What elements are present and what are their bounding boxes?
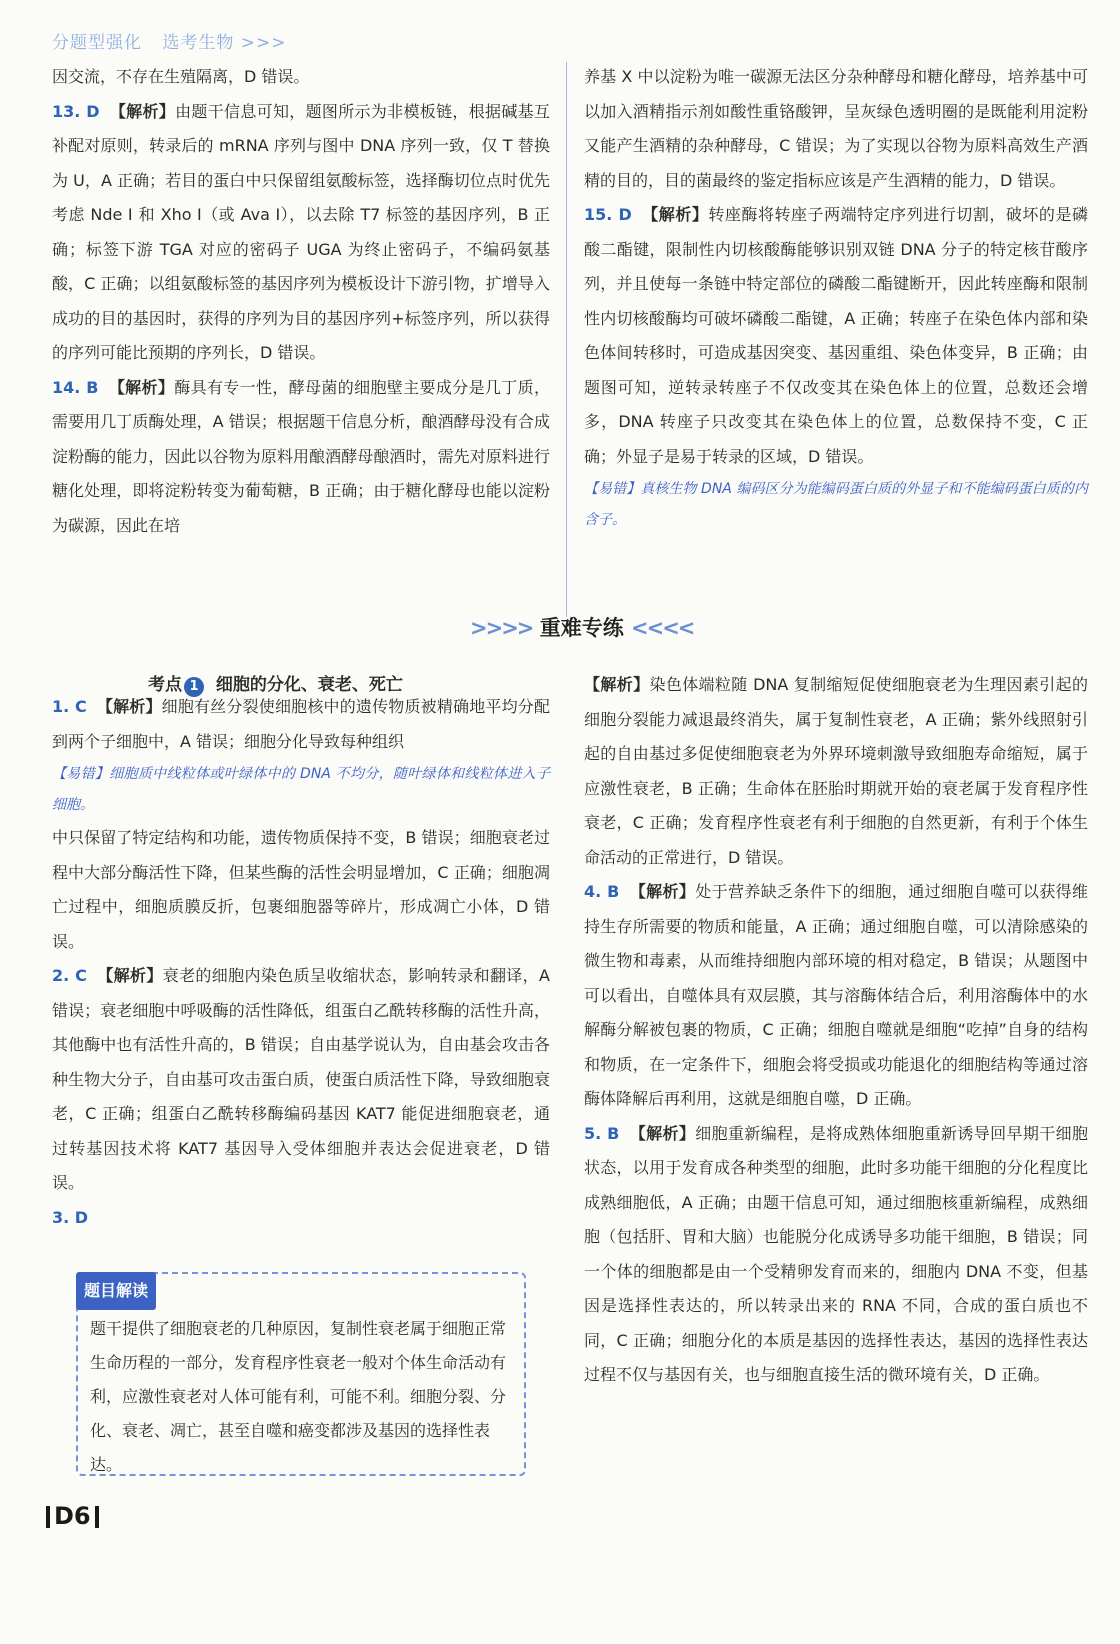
question-5 — [584, 1117, 1088, 1393]
topic-label: 考点 — [148, 675, 182, 695]
question-1 — [52, 690, 550, 759]
answer-text: 细胞有丝分裂使细胞核中的遗传物质被精确地平均分配到两个子细胞中，A 错误；细胞分化导致每种组织 — [52, 697, 550, 751]
footer-bar-right — [95, 1506, 99, 1528]
page-footer — [42, 1502, 103, 1530]
question-2 — [52, 959, 550, 1201]
analysis-tag: 【解析】 — [96, 966, 163, 985]
analysis-tag: 【解析】 — [109, 101, 176, 121]
question-number: 13. D — [52, 101, 100, 121]
answer-text: 处于营养缺乏条件下的细胞，通过细胞自噬可以获得维持生存所需要的物质和能量，A 正确；通过细胞自噬，可以清除感染的微生物和毒素，从而维持细胞内部环境的相对稳定，B 错误；从题图中可以看出，自噬体具有双层膜，其与溶酶体结合后，利用溶酶体中的水解酶分解被包裹的物质，C 正确；细胞自噬就是细胞“吃掉”自身的结构和物质，在一定条件下，细胞会将受损或功能退化的细胞结构等通过溶酶体降解后再利用，这就是细胞自噬，D 正确。 — [584, 882, 1088, 1108]
answer-text: 衰老的细胞内染色质呈收缩状态，影响转录和翻译，A 错误；衰老细胞中呼吸酶的活性降低，组蛋白乙酰转移酶的活性升高，其他酶中也有活性升高的，B 错误；自由基学说认为，自由基会攻击各种生物大分子，自由基可攻击蛋白质，使蛋白质活性下降，导致细胞衰老，C 正确；组蛋白乙酰转移酶编码基因 KAT7 能促进细胞衰老，通过转基因技术将 KAT7 基因导入受体细胞并表达会促进衰老，D 错误。 — [52, 966, 550, 1192]
topic-number: 1 — [184, 677, 204, 697]
section-heading: 重难专练 — [539, 616, 624, 640]
interpretation-box — [76, 1272, 526, 1476]
arrows-left-icon: >>>> — [470, 616, 533, 640]
header-left: 分题型强化 — [52, 33, 142, 53]
topic-title: 细胞的分化、衰老、死亡 — [215, 675, 403, 695]
question-14 — [52, 371, 550, 544]
question-number: 15. D — [584, 205, 632, 224]
paragraph: 因交流，不存在生殖隔离，D 错误。 — [52, 67, 310, 86]
analysis-tag: 【解析】 — [629, 882, 696, 901]
answer-text: 染色体端粒随 DNA 复制缩短促使细胞衰老为生理因素引起的细胞分裂能力减退最终消失，属于复制性衰老，A 正确；紫外线照射引起的自由基过多促使细胞衰老为外界环境刺激导致细胞寿命缩短，属于应激性衰老，B 正确；生命体在胚胎时期就开始的衰老属于发育程序性衰老，C 正确；发育程序性衰老有利于细胞的自然更新，有利于个体生命活动的正常进行，D 错误。 — [584, 675, 1088, 867]
question-15 — [584, 198, 1088, 474]
error-note: 【易错】真核生物 DNA 编码区分为能编码蛋白质的外显子和不能编码蛋白质的内含子。 — [584, 481, 1088, 528]
analysis-tag: 【解析】 — [629, 1123, 696, 1143]
question-number: 5. B — [584, 1123, 620, 1143]
lower-left-column — [52, 690, 550, 1235]
analysis-tag: 【解析】 — [108, 377, 175, 397]
box-text: 题干提供了细胞衰老的几种原因，复制性衰老属于细胞正常生命历程的一部分，发育程序性衰老一般对个体生命活动有利，应激性衰老对人体可能有利，可能不利。细胞分裂、分化、衰老、凋亡，甚至自噬和癌变都涉及基因的选择性表达。 — [90, 1319, 507, 1474]
right-column — [584, 60, 1088, 536]
question-13 — [52, 95, 550, 371]
column-divider — [566, 62, 567, 617]
error-note: 【易错】细胞质中线粒体或叶绿体中的 DNA 不均分，随叶绿体和线粒体进入子细胞。 — [52, 766, 550, 813]
page-number: D6 — [54, 1502, 91, 1530]
section-title — [470, 612, 693, 642]
box-title: 题目解读 — [76, 1272, 156, 1310]
answer-text: 转座酶将转座子两端特定序列进行切割，破坏的是磷酸二酯键，限制性内切核酸酶能够识别双链 DNA 分子的特定核苷酸序列，并且使每一条链中特定部位的磷酸二酯键断开，因此转座酶和限制性内切核酸酶均可破坏磷酸二酯键，A 正确；转座子在染色体内部和染色体间转移时，可造成基因突变、基因重组、染色体变异，B 正确；由题图可知，逆转录转座子不仅改变其在染色体上的位置，总数还会增多，DNA 转座子只改变其在染色体上的位置，总数保持不变，C 正确；外显子是易于转录的区域，D 错误。 — [584, 205, 1088, 466]
page-header — [52, 28, 301, 53]
answer-text: 细胞重新编程，是将成熟体细胞重新诱导回早期干细胞状态，以用于发育成各种类型的细胞，此时多功能干细胞的分化程度比成熟细胞低，A 正确；由题干信息可知，通过细胞核重新编程，成熟细胞（包括肝、胃和大脑）也能脱分化成诱导多功能干细胞，B 错误；同一个体的细胞都是由一个受精卵发育而来的，细胞内 DNA 不变，但基因是选择性表达的，所以转录出来的 RNA 不同，合成的蛋白质也不同，C 正确；细胞分化的本质是基因的选择性表达，基因的选择性表达过程不仅与基因有关，也与细胞直接生活的微环境有关，D 正确。 — [584, 1123, 1088, 1384]
footer-bar-left — [46, 1506, 50, 1528]
question-number: 2. C — [52, 966, 87, 985]
left-column — [52, 60, 550, 543]
paragraph: 养基 X 中以淀粉为唯一碳源无法区分杂种酵母和糖化酵母，培养基中可以加入酒精指示剂如酸性重铬酸钾，呈灰绿色透明圈的是既能利用淀粉又能产生酒精的杂种酵母，C 错误；为了实现以谷物为原料高效生产酒精的目的，目的菌最终的鉴定指标应该是产生酒精的能力，D 错误。 — [584, 67, 1088, 190]
question-4 — [584, 875, 1088, 1117]
question-number: 1. C — [52, 697, 87, 716]
header-right: 选考生物 >>> — [162, 33, 287, 53]
question-3 — [52, 1201, 550, 1236]
paragraph: 中只保留了特定结构和功能，遗传物质保持不变，B 错误；细胞衰老过程中大部分酶活性下降，但某些酶的活性会明显增加，C 正确；细胞凋亡过程中，细胞质膜反折，包裹细胞器等碎片，形成凋亡小体，D 错误。 — [52, 828, 550, 951]
question-number: 14. B — [52, 377, 99, 397]
lower-right-column — [584, 668, 1088, 1393]
analysis-tag: 【解析】 — [641, 205, 709, 224]
question-number: 4. B — [584, 882, 620, 901]
arrows-right-icon: <<<< — [631, 616, 694, 640]
question-number: 3. D — [52, 1207, 89, 1227]
answer-text: 由题干信息可知，题图所示为非模板链，根据碱基互补配对原则，转录后的 mRNA 序列与图中 DNA 序列一致，仅 T 替换为 U，A 正确；若目的蛋白中只保留组氨酸标签，选择酶切位点时优先考虑 Nde Ⅰ 和 Xho Ⅰ（或 Ava Ⅰ），以去除 T7 标签的基因序列，B 正确；标签下游 TGA 对应的密码子 UGA 为终止密码子，不编码氨基酸，C 正确；以组氨酸标签的基因序列为模板设计下游引物，扩增导入成功的目的基因时，获得的序列为目的基因序列+标签序列，所以获得的序列可能比预期的序列长，D 错误。 — [52, 101, 550, 362]
answer-text: 酶具有专一性，酵母菌的细胞壁主要成分是几丁质，需要用几丁质酶处理，A 错误；根据题干信息分析，酿酒酵母没有合成淀粉酶的能力，因此以谷物为原料用酿酒酵母酿酒时，需先对原料进行糖化处理，即将淀粉转变为葡萄糖，B 正确；由于糖化酵母也能以淀粉为碳源，因此在培 — [52, 377, 550, 535]
analysis-3 — [584, 668, 1088, 875]
analysis-tag: 【解析】 — [584, 675, 650, 694]
analysis-tag: 【解析】 — [96, 697, 162, 716]
